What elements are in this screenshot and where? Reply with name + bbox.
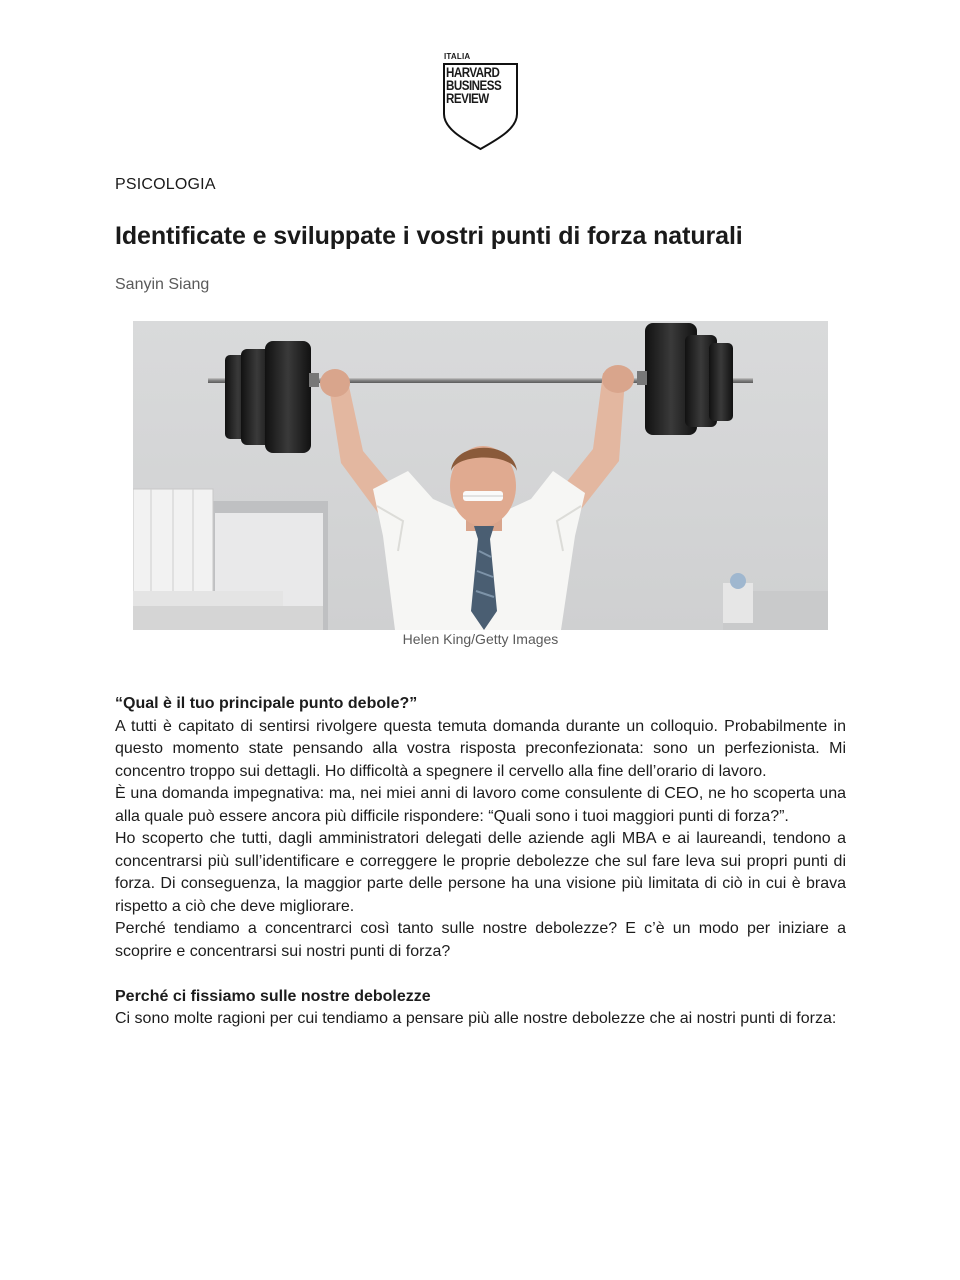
article-body xyxy=(115,693,846,1031)
section-heading: Perché ci fissiamo sulle nostre debolezze xyxy=(115,987,431,1005)
body-paragraph: Perché tendiamo a concentrarci così tanto sulle nostre debolezze? E c’è un modo per iniziare a scoprire e concentrarsi sui nostri punti di forza? xyxy=(115,920,846,960)
logo-country: ITALIA xyxy=(444,52,471,61)
photo-caption: Helen King/Getty Images xyxy=(402,631,559,647)
body-paragraph: A tutti è capitato di sentirsi rivolgere questa temuta domanda durante un colloquio. Probabilmente in questo momento state pensando alla vostra risposta preconfezionata: sono un perfezionista. Mi concentro troppo sui dettagli. Ho difficoltà a spegnere il cervello alla fine dell’orario di lavoro. xyxy=(115,717,846,780)
article-photo xyxy=(133,321,828,630)
body-paragraph: Ho scoperto che tutti, dagli amministratori delegati delle aziende agli MBA e ai laureandi, tendono a concentrarsi più sull’identificare e correggere le proprie debolezze che sul fare leva sui propri punti di forza. Di conseguenza, la maggior parte delle persone ha una visione più limitata di ciò in cui è brava rispetto a ciò che deve migliorare. xyxy=(115,830,846,915)
article-category: PSICOLOGIA xyxy=(115,176,216,193)
paragraph-spacer xyxy=(115,963,846,986)
section-heading: “Qual è il tuo principale punto debole?” xyxy=(115,695,418,712)
hbr-italia-logo xyxy=(442,52,520,152)
body-paragraph: È una domanda impegnativa: ma, nei miei anni di lavoro come consulente di CEO, ne ho scoperta una alla quale può essere ancora più difficile rispondere: “Quali sono i tuoi maggiori punti di forza?”. xyxy=(115,785,846,825)
article-title: Identificate e sviluppate i vostri punti di forza naturali xyxy=(115,222,743,250)
body-paragraph: Ci sono molte ragioni per cui tendiamo a pensare più alle nostre debolezze che ai nostri punti di forza: xyxy=(115,1010,837,1027)
logo-brand: HARVARD BUSINESS REVIEW xyxy=(446,65,502,106)
article-author: Sanyin Siang xyxy=(115,276,210,293)
